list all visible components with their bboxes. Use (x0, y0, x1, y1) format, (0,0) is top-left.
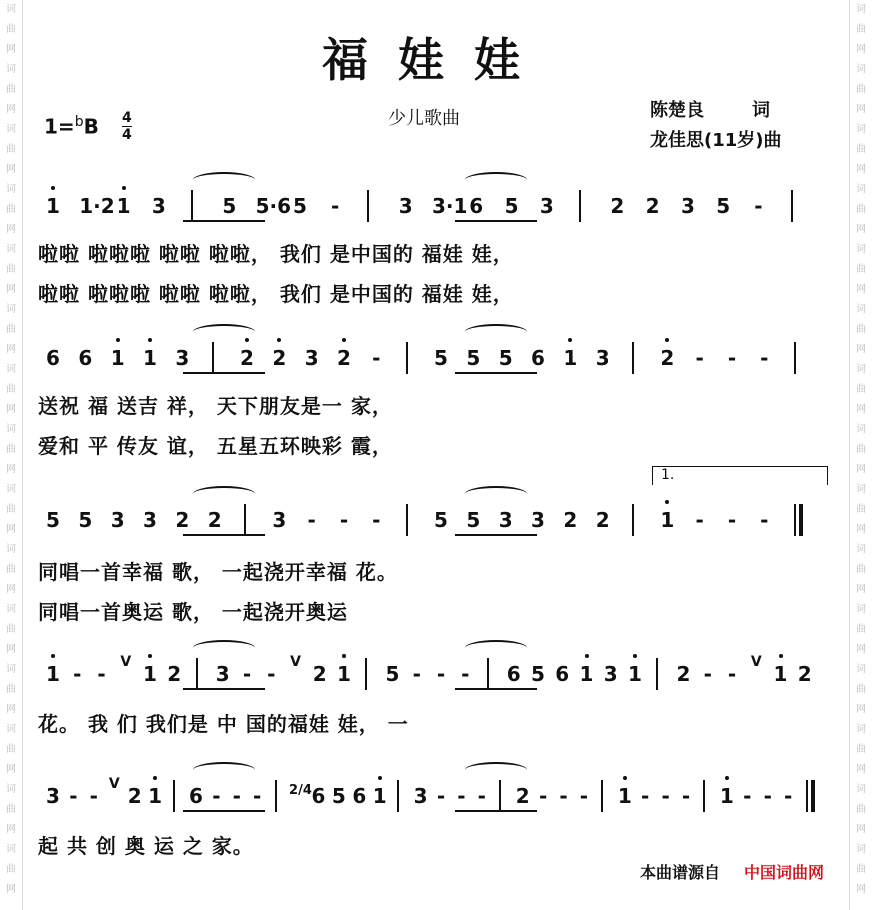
note: - (760, 508, 769, 532)
note: - (457, 784, 466, 808)
note: 6 (506, 662, 521, 686)
slur (465, 486, 527, 502)
lyrics-line: 同唱一首幸福 歌， 一起浇开幸福 花。 (38, 560, 398, 584)
barline (406, 342, 408, 374)
notation-row (38, 776, 838, 816)
barline (173, 780, 175, 812)
barline (791, 190, 793, 222)
beam-underline (455, 534, 537, 536)
note: 5 (466, 346, 481, 370)
note: 5 (434, 508, 448, 532)
octave-dot (277, 338, 281, 342)
barline (275, 780, 277, 812)
slur (193, 762, 255, 778)
note: 2 (610, 194, 625, 218)
lyrics-line: 起 共 创 奥 运 之 家。 (38, 834, 254, 858)
octave-dot (665, 338, 669, 342)
song-title: 福娃娃 (322, 33, 550, 87)
octave-dot (725, 776, 729, 780)
beam-underline (455, 688, 537, 690)
slur (193, 486, 255, 502)
note: - (412, 662, 421, 686)
time-change: 2/4 (289, 783, 312, 798)
note: 3 (398, 194, 413, 218)
note: 1 (658, 508, 676, 532)
note: 1 (772, 662, 790, 686)
note: 1 (578, 662, 596, 686)
notation-row (38, 500, 838, 540)
note: 1·2 (79, 194, 115, 218)
note: - (436, 784, 446, 808)
barline (406, 504, 408, 536)
note: - (232, 784, 241, 808)
note: 3 (272, 508, 287, 532)
note: 1 (109, 346, 127, 370)
lyrics-line: 送祝 福 送吉 祥， 天下朋友是一 家， (38, 394, 393, 418)
octave-dot (568, 338, 572, 342)
notation-row (38, 186, 838, 226)
breath-mark: V (750, 654, 762, 670)
note: 5·6 (255, 194, 292, 218)
barline (191, 190, 193, 222)
note: 3 (215, 662, 230, 686)
barline (397, 780, 399, 812)
beam-underline (455, 372, 537, 374)
lyrics-line: 啦啦 啦啦啦 啦啦 啦啦， 我们 是中国的 福娃 娃， (38, 282, 514, 306)
octave-dot (116, 338, 120, 342)
note: - (242, 662, 252, 686)
note: 3 (539, 194, 554, 218)
note: - (661, 784, 670, 808)
octave-dot (153, 776, 157, 780)
barline (799, 504, 803, 536)
note: 5 (504, 194, 519, 218)
note: - (69, 784, 78, 808)
note: 5 (222, 194, 237, 218)
time-signature: 4 4 (122, 110, 132, 143)
slur (193, 324, 255, 340)
note: 1 (44, 194, 62, 218)
octave-dot (585, 654, 589, 658)
note: 2 (335, 346, 353, 370)
barline (656, 658, 658, 690)
note: - (579, 784, 589, 808)
note: 2 (238, 346, 256, 370)
note: - (436, 662, 446, 686)
note: 3 (531, 508, 545, 532)
note: 5 (466, 508, 481, 532)
notation-row (38, 654, 838, 694)
note: 6 (469, 194, 484, 218)
barline (367, 190, 369, 222)
note: - (784, 784, 793, 808)
slur (193, 640, 255, 656)
octave-dot (633, 654, 637, 658)
note: - (331, 194, 340, 218)
barline (811, 780, 815, 812)
beam-underline (183, 534, 265, 536)
barline (244, 504, 246, 536)
note: 3 (498, 508, 513, 532)
note: 6 (188, 784, 203, 808)
note: - (559, 784, 568, 808)
note: - (212, 784, 221, 808)
octave-dot (623, 776, 627, 780)
note: 3 (143, 508, 157, 532)
note: - (339, 508, 349, 532)
note: 5 (292, 194, 307, 218)
notation-row (38, 338, 838, 378)
note: - (760, 346, 769, 370)
note: 2 (167, 662, 182, 686)
note: 3 (46, 784, 60, 808)
volta-bracket: 1. (652, 466, 828, 485)
breath-mark: V (108, 776, 120, 792)
lyricist-credit: 陈楚良 词 (650, 100, 770, 121)
note: 1 (141, 346, 159, 370)
note: 2 (207, 508, 222, 532)
beam-underline (455, 220, 537, 222)
note: - (754, 194, 763, 218)
note: - (681, 784, 691, 808)
lyrics-line: 同唱一首奥运 歌， 一起浇开奥运 (38, 600, 348, 624)
note: 5 (385, 662, 400, 686)
barline (632, 342, 634, 374)
breath-mark: V (290, 654, 301, 670)
note: - (89, 784, 98, 808)
source-credit: 本曲谱源自 中国词曲网 (640, 863, 825, 882)
note: - (372, 346, 381, 370)
octave-dot (342, 338, 346, 342)
note: 3 (110, 508, 125, 532)
beam-underline (183, 372, 265, 374)
barline (632, 504, 634, 536)
note: - (703, 662, 712, 686)
barline (212, 342, 214, 374)
note: 6 (352, 784, 367, 808)
note: - (695, 346, 704, 370)
slur (465, 640, 527, 656)
note: 3 (175, 346, 190, 370)
note: 2 (676, 662, 691, 686)
note: 1 (561, 346, 579, 370)
note: 1 (141, 662, 159, 686)
slur (193, 172, 255, 188)
watermark-right: 词 曲 网 词 曲 网 词 曲 网 词 曲 网 词 曲 网 词 曲 网 词 曲 网 词 曲 网 词 曲 网 词 曲 网 词 曲 网 词 曲 网 词 曲 网 词 曲 网 词 曲 网 (849, 0, 872, 910)
barline (579, 190, 581, 222)
slur (465, 762, 527, 778)
note: 1 (44, 662, 62, 686)
note: 5 (78, 508, 93, 532)
note: - (743, 784, 752, 808)
barline (806, 780, 808, 812)
lyrics-line: 花。 我 们 我们是 中 国的福娃 娃， 一 (38, 712, 409, 736)
key-signature: 1=$^b$B (44, 114, 99, 139)
note: 5 (498, 346, 513, 370)
barline (601, 780, 603, 812)
note: 6 (78, 346, 93, 370)
note: - (97, 662, 106, 686)
octave-dot (51, 186, 55, 190)
breath-mark: V (120, 654, 132, 670)
octave-dot (148, 338, 152, 342)
lyrics-line: 啦啦 啦啦啦 啦啦 啦啦， 我们 是中国的 福娃 娃， (38, 242, 514, 266)
note: 3 (680, 194, 695, 218)
genre-label: 少儿歌曲 (388, 108, 460, 129)
lyrics-line: 爱和 平 传友 谊， 五星五环映彩 霞， (38, 434, 393, 458)
note: 2 (595, 508, 610, 532)
barline (499, 780, 501, 812)
note: - (372, 508, 381, 532)
note: 2 (312, 662, 327, 686)
note: 3·1 (432, 194, 468, 218)
note: - (461, 662, 470, 686)
note: 1 (146, 784, 164, 808)
note: 1 (616, 784, 634, 808)
composer-credit: 龙佳思(11岁)曲 (650, 130, 782, 151)
beam-underline (183, 220, 265, 222)
barline (794, 342, 796, 374)
beam-underline (455, 810, 537, 812)
octave-dot (378, 776, 382, 780)
octave-dot (665, 500, 669, 504)
note: - (641, 784, 650, 808)
note: - (477, 784, 486, 808)
note: 2 (515, 784, 530, 808)
note: - (538, 784, 548, 808)
watermark-left: 词 曲 网 词 曲 网 词 曲 网 词 曲 网 词 曲 网 词 曲 网 词 曲 网 词 曲 网 词 曲 网 词 曲 网 词 曲 网 词 曲 网 词 曲 网 词 曲 网 词 曲 网 (0, 0, 23, 910)
note: 2 (127, 784, 142, 808)
barline (196, 658, 198, 690)
note: 5 (331, 784, 346, 808)
note: 2 (175, 508, 190, 532)
note: - (727, 508, 737, 532)
note: - (267, 662, 276, 686)
octave-dot (148, 654, 152, 658)
barline (703, 780, 705, 812)
note: 6 (311, 784, 326, 808)
note: 5 (46, 508, 60, 532)
note: 6 (46, 346, 60, 370)
note: - (307, 508, 316, 532)
note: - (727, 662, 737, 686)
slur (465, 324, 527, 340)
note: 1 (115, 194, 133, 218)
octave-dot (122, 186, 126, 190)
note: 3 (413, 784, 428, 808)
octave-dot (51, 654, 55, 658)
note: - (727, 346, 737, 370)
note: 3 (151, 194, 166, 218)
note: 3 (603, 662, 618, 686)
note: 2 (645, 194, 660, 218)
barline (365, 658, 367, 690)
note: 1 (371, 784, 389, 808)
barline (487, 658, 489, 690)
note: 5 (531, 662, 545, 686)
note: 5 (434, 346, 448, 370)
note: 3 (595, 346, 610, 370)
octave-dot (342, 654, 346, 658)
note: - (695, 508, 704, 532)
note: 2 (658, 346, 676, 370)
note: - (763, 784, 772, 808)
note: 6 (531, 346, 545, 370)
note: 1 (718, 784, 736, 808)
note: - (73, 662, 82, 686)
beam-underline (183, 688, 265, 690)
note: 1 (626, 662, 644, 686)
note: 3 (304, 346, 319, 370)
note: 6 (555, 662, 570, 686)
octave-dot (779, 654, 783, 658)
note: 1 (335, 662, 353, 686)
note: 5 (716, 194, 731, 218)
barline (794, 504, 796, 536)
note: 2 (270, 346, 288, 370)
beam-underline (183, 810, 265, 812)
slur (465, 172, 527, 188)
note: 2 (797, 662, 812, 686)
note: 2 (563, 508, 578, 532)
note: - (253, 784, 262, 808)
